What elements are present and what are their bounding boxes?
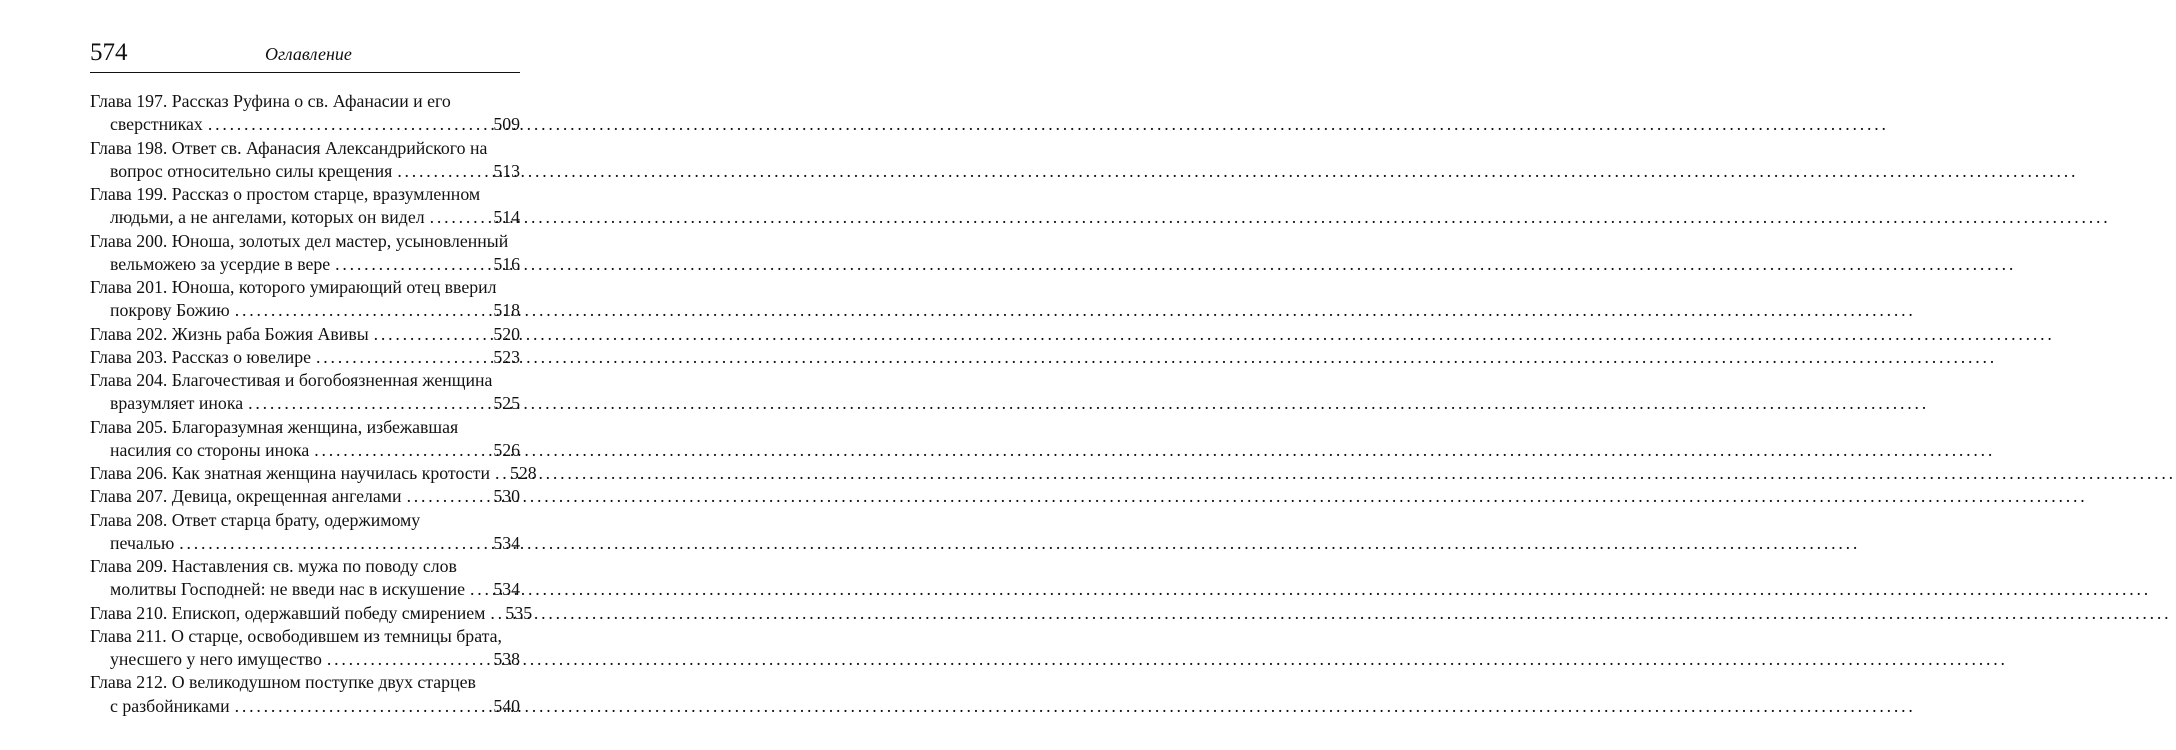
toc-entry-text: молитвы Господней: не введи нас в искушение xyxy=(110,579,466,600)
toc-entry-text: Глава 198. Ответ св. Афанасия Александрийского на xyxy=(90,137,488,158)
dot-leader xyxy=(397,160,488,183)
toc-page-number: 538 xyxy=(493,649,520,669)
dot-leader xyxy=(407,485,489,508)
toc-entry-line xyxy=(90,230,520,253)
toc-entry-text: Глава 204. Благочестивая и богобоязненная женщина xyxy=(90,370,493,390)
toc-entry-last-line xyxy=(90,323,520,346)
dot-leader xyxy=(374,323,489,346)
toc-entry-text: Глава 197. Рассказ Руфина о св. Афанасии и его xyxy=(90,91,451,111)
toc-entry-last-line xyxy=(90,253,520,276)
toc-entry-line xyxy=(90,509,520,532)
page-header xyxy=(90,38,520,72)
toc-entry-last-line xyxy=(90,392,520,415)
dot-leader xyxy=(430,206,489,229)
toc-entry-last-line xyxy=(90,206,520,229)
toc-page-number: 540 xyxy=(493,695,520,716)
toc-entry-line xyxy=(90,625,520,648)
toc-page-number: 520 xyxy=(493,323,520,344)
toc-entry xyxy=(90,485,520,508)
toc-entry-line xyxy=(90,369,520,392)
toc-entry-text: Глава 203. Рассказ о ювелире xyxy=(90,346,312,367)
toc-entry-last-line xyxy=(90,602,533,625)
toc-page-number: 525 xyxy=(493,393,520,414)
toc-entry xyxy=(90,462,537,485)
table-of-contents xyxy=(90,90,537,718)
toc-entry-last-line xyxy=(90,532,520,555)
toc-entry-line xyxy=(90,90,520,113)
dot-leader xyxy=(314,439,488,462)
toc-page-number: 514 xyxy=(493,207,520,228)
toc-entry-last-line xyxy=(90,578,520,601)
toc-entry-line xyxy=(90,276,520,299)
dot-leader xyxy=(235,299,489,322)
toc-entry xyxy=(90,183,520,230)
toc-entry-last-line xyxy=(90,485,520,508)
toc-entry-last-line xyxy=(90,648,520,671)
toc-entry-text: Глава 210. Епископ, одержавший победу смирением xyxy=(90,602,486,623)
toc-entry xyxy=(90,323,520,346)
dot-leader xyxy=(495,462,505,485)
toc-entry-last-line xyxy=(90,439,520,462)
toc-page-number: 516 xyxy=(493,253,520,274)
header-rule xyxy=(90,72,520,73)
toc-entry-text: унесшего у него имущество xyxy=(110,649,322,669)
toc-page-number: 535 xyxy=(505,602,533,623)
toc-page-number: 534 xyxy=(493,579,520,600)
toc-entry-last-line xyxy=(90,113,520,136)
dot-leader xyxy=(208,113,489,136)
book-page xyxy=(0,0,600,750)
toc-entry-text: людьми, а не ангелами, которых он видел xyxy=(110,207,425,228)
toc-entry-text: Глава 201. Юноша, которого умирающий отец вверил xyxy=(90,277,497,297)
toc-entry xyxy=(90,90,520,137)
toc-entry-text: Глава 202. Жизнь раба Божия Авивы xyxy=(90,323,369,344)
toc-entry-line xyxy=(90,555,520,578)
page-number: 574 xyxy=(90,39,128,66)
dot-leader xyxy=(470,578,488,601)
dot-leader xyxy=(235,695,489,718)
toc-entry-line xyxy=(90,137,520,160)
dot-leader xyxy=(316,346,488,369)
toc-entry-last-line xyxy=(90,299,520,322)
toc-entry-text: с разбойниками xyxy=(110,695,230,716)
toc-entry-text: сверстниках xyxy=(110,114,203,135)
toc-entry-line xyxy=(90,416,520,439)
toc-entry-text: Глава 211. О старце, освободившем из темницы брата, xyxy=(90,625,502,646)
toc-entry-text: Глава 205. Благоразумная женщина, избежавшая xyxy=(90,416,459,437)
dot-leader xyxy=(248,392,488,415)
toc-entry-text: Глава 212. О великодушном поступке двух старцев xyxy=(90,672,476,693)
toc-entry xyxy=(90,625,520,672)
toc-page-number: 528 xyxy=(509,463,537,483)
dot-leader xyxy=(327,648,488,671)
toc-page-number: 526 xyxy=(493,439,520,460)
toc-entry-last-line xyxy=(90,695,520,718)
toc-entry xyxy=(90,602,533,625)
toc-entry-text: покрову Божию xyxy=(110,300,230,321)
dot-leader xyxy=(179,532,488,555)
toc-entry xyxy=(90,346,520,369)
toc-entry-text: вопрос относительно силы крещения xyxy=(110,160,393,181)
toc-entry-text: Глава 200. Юноша, золотых дел мастер, усыновленный xyxy=(90,230,509,251)
toc-entry-last-line xyxy=(90,160,520,183)
toc-entry-text: Глава 207. Девица, окрещенная ангелами xyxy=(90,486,402,507)
running-title: Оглавление xyxy=(265,44,352,64)
dot-leader xyxy=(490,602,500,625)
toc-page-number: 518 xyxy=(493,300,520,321)
toc-page-number: 523 xyxy=(493,346,520,367)
toc-entry-line xyxy=(90,671,520,694)
toc-page-number: 509 xyxy=(493,114,520,135)
toc-entry-text: Глава 208. Ответ старца брату, одержимому xyxy=(90,509,421,530)
toc-entry-last-line xyxy=(90,462,537,485)
toc-page-number: 530 xyxy=(493,486,520,507)
toc-entry-last-line xyxy=(90,346,520,369)
toc-entry xyxy=(90,276,520,323)
toc-entry xyxy=(90,137,520,184)
toc-entry-text: Глава 209. Наставления св. мужа по поводу слов xyxy=(90,556,457,576)
toc-entry xyxy=(90,555,520,602)
toc-entry-text: печалью xyxy=(110,532,175,553)
toc-entry xyxy=(90,230,520,277)
toc-entry-line xyxy=(90,183,520,206)
toc-entry-text: Глава 206. Как знатная женщина научилась кротости xyxy=(90,463,490,483)
toc-entry xyxy=(90,416,520,463)
toc-entry xyxy=(90,369,520,416)
toc-page-number: 534 xyxy=(493,532,520,553)
toc-entry-text: насилия со стороны инока xyxy=(110,439,310,460)
toc-entry-text: вельможею за усердие в вере xyxy=(110,253,331,274)
dot-leader xyxy=(335,253,488,276)
toc-entry-text: Глава 199. Рассказ о простом старце, вразумленном xyxy=(90,184,481,204)
toc-entry xyxy=(90,509,520,556)
toc-entry xyxy=(90,671,520,718)
toc-entry-text: вразумляет инока xyxy=(110,393,244,414)
toc-page-number: 513 xyxy=(493,160,520,181)
